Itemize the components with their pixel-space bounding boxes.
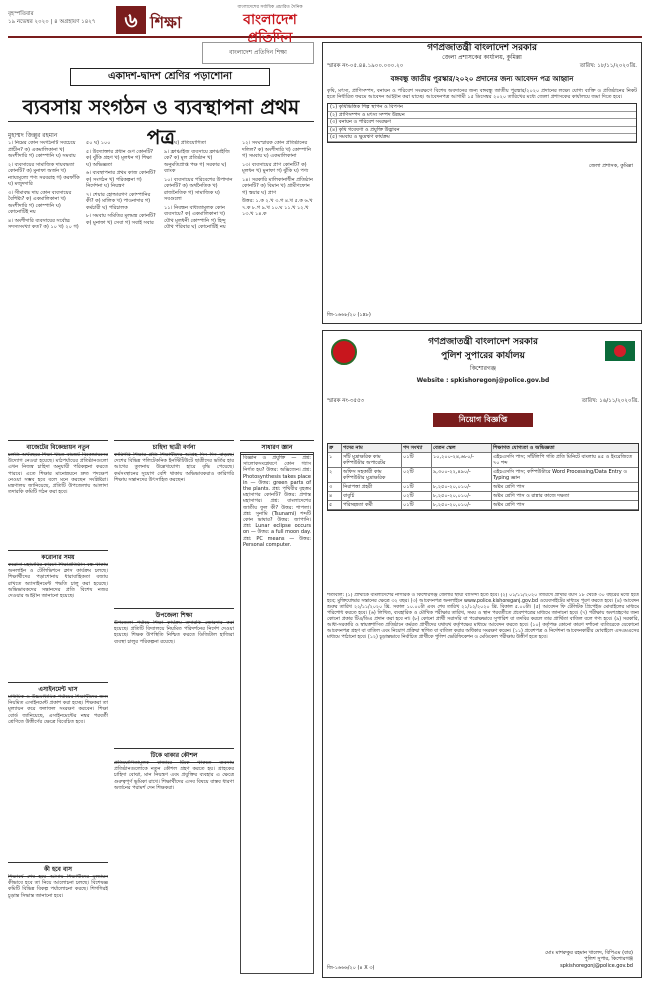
vacancy-cell: ০২টি <box>402 468 432 482</box>
vacancy-cell: নিরাপত্তা প্রহরী <box>342 483 402 491</box>
mcq-item: ২। ব্যবসায়ের সামাজিক দায়বদ্ধতা কোনটি? ক) মুনাফা অর্জন খ) ন্যায্যমূল্যে পণ্য সরবরাহ গ) করফাঁকি ঘ) মজুদদারি <box>8 161 80 187</box>
vacancy-row <box>328 501 638 510</box>
notice1-ref-date: তারিখ: ১৮/১১/২০২০খ্রি. <box>579 63 637 69</box>
vacancy-row <box>328 468 638 483</box>
vacancy-header-cell: পদ সংখ্যা <box>402 444 432 452</box>
notice2-signer-email: spkishoregonj@police.gov.bd <box>560 962 633 969</box>
col2-heading: চাহিদা ছাত্রী বর্ণনা <box>114 440 234 455</box>
col1-heading: বাজেটের বিকেন্দ্রায়ন নতুন <box>8 440 108 455</box>
mcq-item: ১২। সংঘস্মারক কোন প্রতিষ্ঠানের দলিল? ক) অংশীদারি খ) কোম্পানি গ) সমবায় ঘ) একমালিকানা <box>242 140 311 159</box>
col3-text: বিজ্ঞান ও প্রযুক্তি — প্রশ্ন: সালোকসংশ্লেষণে কোন গ্যাস নির্গত হয়? উত্তর: অক্সিজেন। প্রশ্ন: Photosynthesis takes place in — উত্তর: green parts of the plants. প্রশ্ন: পৃথিবীর বৃহত্তম মহাসাগর কোনটি? উত্তর: প্রশান্ত মহাসাগর। প্রশ্ন: বাংলাদেশের জাতীয় ফুল কী? উত্তর: শাপলা। প্রশ্ন: সুনামি (Tsunami) শব্দটি কোন ভাষার? উত্তর: জাপানি। প্রশ্ন: Lunar eclipse occurs on — উত্তর: a full moon day. প্রশ্ন: PC means — উত্তর: Personal computer. <box>240 452 314 974</box>
vacancy-row <box>328 492 638 501</box>
notice2-signer-name: মোঃ মাশরুকুর রহমান খালেদ, বিপিএম (বার) <box>545 949 633 956</box>
mcq-item: ১। নিম্নের কোন সংগঠনটি সবচেয়ে প্রাচীন? ক) একমালিকানা খ) অংশীদারি গ) কোম্পানি ঘ) সমবায় <box>8 140 76 159</box>
vacancy-cell: ৪ <box>328 492 342 500</box>
vacancy-cell: ০১টি <box>402 483 432 491</box>
mcq-item: উত্তর: ১.ক ২.খ ৩.গ ৪.খ ৫.ক ৬.খ ৭.ক ৮.গ ৯.খ ১০.ঘ ১১.খ ১২.খ ১৩.খ ১৪.ক <box>242 198 313 217</box>
bangladesh-flag-icon <box>605 341 635 361</box>
notice1-row: (৪) কৃষি গবেষণা ও প্রযুক্তি উদ্ভাবন <box>328 127 636 135</box>
mcq-item: ৫। উদ্যোক্তার প্রধান গুণ কোনটি? ক) ঝুঁকি গ্রহণ খ) মূলধন গ) শিক্ষা ঘ) অভিজ্ঞতা <box>86 148 154 168</box>
education-section <box>8 42 314 978</box>
logo-tagline: বাংলাদেশের সর্বাধিক প্রচারিত দৈনিক <box>237 5 303 10</box>
award-notice <box>322 42 642 324</box>
mcq-item: ১০। ব্যবসায়ের পরিবেশের উপাদান কোনটি? ক) অর্থনৈতিক খ) রাজনৈতিক গ) সামাজিক ঘ) সবগুলো <box>164 176 233 202</box>
date: ১৯ নভেম্বর ২০২০ | ৪ অগ্রহায়ণ ১৪২৭ <box>8 19 96 25</box>
mcq-item: ৩। সীমাবদ্ধ দায় কোন ব্যবসায়ের বৈশিষ্ট্য? ক) একমালিকানা খ) অংশীদারি গ) কোম্পানি ঘ) কোনোটিই নয় <box>8 189 72 215</box>
recruitment-notice <box>322 330 642 978</box>
mcq-item: ৮। সমবায় সমিতির মূলমন্ত্র কোনটি? ক) মুনাফা খ) সেবা গ) সবাই সবার তরে ঘ) প্রতিযোগিতা <box>86 140 206 226</box>
col2-text-2: উপজেলা পর্যায়ে শিক্ষা কার্যক্রম তদারকি জোরদার করা হয়েছে। প্রতিটি বিদ্যালয়ে নিয়মিত পরিদর্শনের নির্দেশ দেওয়া হয়েছে। শিক্ষক উপস্থিতি নিশ্চিত করতে ডিজিটাল হাজিরা ব্যবস্থা চালুর পরিকল্পনা রয়েছে। <box>114 620 234 645</box>
weekday: বৃহস্পতিবার <box>8 11 34 17</box>
vacancy-header-cell: শিক্ষাগত যোগ্যতা ও অভিজ্ঞতা <box>493 445 555 451</box>
notice2-website[interactable]: Website : spkishoregonj@police.gov.bd <box>416 377 550 384</box>
notice1-row: (১) কৃষিভিত্তিক শিল্প স্থাপন ও বিপণন <box>328 104 636 112</box>
notice2-office: পুলিশ সুপারের কার্যালয় <box>441 351 525 361</box>
notice1-signer: জেলা প্রশাসক, কুমিল্লা <box>588 162 633 169</box>
col1-heading-3: এসাইনমেন্ট খাস <box>8 682 108 697</box>
notice1-body: কৃষি, মৎস্য, প্রাণিসম্পদ, বনায়ন ও পরিবেশ সংরক্ষণে বিশেষ অবদানের জন্য বঙ্গবন্ধু জাতীয় পুরস্কার/২০২০ প্রদানের লক্ষ্যে যোগ্য ব্যক্তি ও প্রতিষ্ঠানের নিকট হতে নির্ধারিত ফরমে আবেদন আহ্বান করা যাচ্ছে। আবেদনপত্র আগামী ১৫ ডিসেম্বর ২০২০ তারিখের মধ্যে জেলা প্রশাসকের কার্যালয়ে জমা দিতে হবে। <box>327 88 637 101</box>
notice2-ref <box>323 397 643 405</box>
notice2-signature <box>545 950 633 970</box>
vacancy-cell: ৩ <box>328 483 342 491</box>
masthead-date-block <box>8 10 95 26</box>
notice1-title: বঙ্গবন্ধু জাতীয় পুরস্কার/২০২০ প্রদানের জন্য আবেদন পত্র আহ্বান <box>390 75 574 83</box>
vacancy-cell: ০২টি <box>402 492 432 500</box>
notice2-terms: শর্তাবলি: (১) প্রার্থীকে বাংলাদেশের নাগরিক ও কিশোরগঞ্জ জেলার স্থায়ী বাসিন্দা হতে হবে। (২) ০১/১১/২০২০ তারিখে প্রার্থীর বয়স ১৮ থেকে ৩০ বছরের মধ্যে হতে হবে; মুক্তিযোদ্ধার সন্তানের ক্ষেত্রে ৩২ বছর। (৩) আবেদনপত্র অনলাইনে www.police.kishoreganj.gov.bd ওয়েবসাইটের মাধ্যমে পূরণ করতে হবে। (৪) আবেদন শুরুর তারিখ ২২/১১/২০২০ খ্রি. সকাল ১০.০০টা এবং শেষ তারিখ ২১/১২/২০২০ খ্রি. বিকাল ৫.০০টা। (৫) আবেদন ফি টেলিটক প্রিপেইড মোবাইলের মাধ্যমে পরিশোধ করতে হবে। (৬) লিখিত, ব্যবহারিক ও মৌখিক পরীক্ষার তারিখ, সময় ও স্থান পরবর্তীতে প্রবেশপত্রের মাধ্যমে জানানো হবে। (৭) পরীক্ষায় অংশগ্রহণের জন্য কোনো প্রকার টিএ/ডিএ প্রদান করা হবে না। (৮) কোনো প্রার্থী সরাসরি বা পরোক্ষভাবে সুপারিশ বা তদবির করলে তার প্রার্থিতা বাতিল বলে গণ্য হবে। (৯) সরকারি, আধা-সরকারি ও স্বায়ত্তশাসিত প্রতিষ্ঠানে কর্মরত প্রার্থীদের যথাযথ কর্তৃপক্ষের মাধ্যমে আবেদন করতে হবে। (১০) কর্তৃপক্ষ কোনো কারণ দর্শানো ব্যতিরেকে যেকোনো আবেদনপত্র গ্রহণ বা বাতিল এবং নিয়োগ প্রক্রিয়া স্থগিত বা বাতিল করার অধিকার সংরক্ষণ করেন। (১১) প্রবেশপত্র ও নির্দেশনা আবেদনকারীর মোবাইলে এসএমএসের মাধ্যমে পাঠানো হবে। (১২) চূড়ান্তভাবে নির্বাচিত প্রার্থীকে পুলিশ ভেরিফিকেশন ও মেডিকেল পরীক্ষায় উত্তীর্ণ হতে হবে। <box>327 593 639 640</box>
vacancy-cell: ০১টি <box>402 501 432 509</box>
col2-heading-3: টিকে থাকার কৌশল <box>114 748 234 763</box>
mcq-item: ৪। অংশীদারি ব্যবসায়ের সর্বোচ্চ সদস্যসংখ্যা কত? ক) ১০ খ) ২০ গ) ৫০ ঘ) ১০০ <box>8 140 111 230</box>
notice1-ref <box>323 62 641 70</box>
vacancy-cell: ২ <box>328 468 342 482</box>
vacancy-cell: এইচএসসি পাস; কম্পিউটারে Word Processing/Data Entry ও Typing জ্ঞান <box>493 469 628 481</box>
govt-emblem-icon <box>331 339 357 365</box>
vacancy-cell: এইচএসসি পাস; সাঁটলিপি গতি প্রতি মিনিটে বাংলায় ৪৫ ও ইংরেজিতে ৭০ শব্দ <box>493 454 633 466</box>
page-number: ৬ <box>116 6 146 34</box>
vacancy-cell: পরিচ্ছন্নতা কর্মী <box>342 501 402 509</box>
vacancy-cell: ৮,২৫০-২০,০১০/- <box>432 501 492 509</box>
notice2-signer-title: পুলিশ সুপার, কিশোরগঞ্জ <box>584 956 633 962</box>
vacancy-cell: অফিস সহকারী কাম কম্পিউটার মুদ্রাক্ষরিক <box>342 468 402 482</box>
small-ad: বাংলাদেশ প্রতিদিন শিক্ষা <box>202 42 314 64</box>
vacancy-cell: অষ্টম শ্রেণি পাস <box>493 502 525 508</box>
article-headline: ব্যবসায় সংগঠন ও ব্যবস্থাপনা প্রথম পত্র <box>8 92 314 122</box>
vacancy-cell: ১ <box>328 453 342 467</box>
vacancy-cell: অষ্টম শ্রেণি পাস <box>493 484 525 490</box>
notice1-row: (৩) বনায়ন ও পরিবেশ সংরক্ষণ <box>328 119 636 127</box>
vacancy-cell: ৫ <box>328 501 342 509</box>
vacancy-cell: বাবুর্চি <box>342 492 402 500</box>
vacancy-cell: ৮,২৫০-২০,০১০/- <box>432 492 492 500</box>
vacancy-cell: অষ্টম শ্রেণি পাস ও রান্নার কাজে দক্ষতা <box>493 493 570 499</box>
notice2-district: কিশোরগঞ্জ <box>470 365 496 372</box>
vacancy-cell: ৮,২৫০-২০,০১০/- <box>432 483 492 491</box>
notice2-header: গণপ্রজাতন্ত্রী বাংলাদেশ সরকার <box>428 337 538 347</box>
masthead <box>8 4 642 46</box>
mcq-item: ৭। শেয়ার হোল্ডারগণ কোম্পানির কী? ক) মালিক খ) পাওনাদার গ) কর্মচারী ঘ) পরিচালক <box>86 191 151 211</box>
vacancy-header-cell: ক্র <box>328 444 342 452</box>
notice1-header: গণপ্রজাতন্ত্রী বাংলাদেশ সরকার <box>427 43 537 53</box>
vacancy-cell: সাঁট মুদ্রাক্ষরিক কাম কম্পিউটার অপারেটর <box>342 453 402 467</box>
vacancy-header-cell: পদের নাম <box>342 444 402 452</box>
vacancy-row <box>328 453 638 468</box>
col2-heading-2: উপজেলা শিক্ষা <box>114 608 234 623</box>
vacancy-table <box>327 443 639 511</box>
vacancy-table-header <box>328 444 638 453</box>
mcq-list <box>8 140 314 430</box>
col3-heading: সাধারণ জ্ঞান <box>240 440 314 455</box>
vacancy-row <box>328 483 638 492</box>
vacancy-cell: ১০,২০০-২৪,৬৮০/- <box>432 453 492 467</box>
mcq-item: ১৪। সরকারি মালিকানাধীন প্রতিষ্ঠান কোনটি? ক) বিমান খ) গ্রামীণফোন গ) স্কয়ার ঘ) প্রাণ <box>242 176 313 196</box>
notice2-title: নিয়োগ বিজ্ঞপ্তি <box>433 413 533 427</box>
mcq-item: ৯। ফ্রাঞ্চাইজ ব্যবসায়ে ফ্রাঞ্চাইজি কে? ক) মূল প্রতিষ্ঠান খ) অনুমতিপ্রাপ্ত পক্ষ গ) সরকার ঘ) ব্যাংক <box>164 148 230 174</box>
col2-text: কারিগরি শিক্ষার প্রতি শিক্ষার্থীদের আগ্রহ দিন দিন বাড়ছে। দেশের বিভিন্ন পলিটেকনিক ইনস্টিটিউটে ছাত্রীদের ভর্তির হার আগের তুলনায় উল্লেখযোগ্য হারে বৃদ্ধি পেয়েছে। কর্মসংস্থানের সুযোগ বেশি থাকায় অভিভাবকরাও কারিগরি শিক্ষায় সন্তানদের উৎসাহিত করছেন। <box>114 452 234 483</box>
notice1-footer-ref: জি-১৬৬৮/২০ (১x৮) <box>327 312 371 318</box>
section-title: শিক্ষা <box>150 13 182 32</box>
article-kicker: একাদশ-দ্বাদশ শ্রেণির পড়াশোনা <box>70 68 270 86</box>
vacancy-cell: ০১টি <box>402 453 432 467</box>
vacancy-cell: ৯,৩০০-২২,৪৯০/- <box>432 468 492 482</box>
newspaper-logo <box>220 4 320 46</box>
article-byline: মুহাম্মদ জিল্লুর রহমান <box>8 132 58 139</box>
col1-heading-4: কী হবে বাস <box>8 862 108 877</box>
notice1-ref-no: স্মারক নং-০৫.৪৪.১৯০০.০০০.২০ <box>327 63 404 69</box>
notice1-row: (৫) সমবায় ও ক্ষুদ্রঋণ কার্যক্রম <box>328 134 636 142</box>
col1-text-3: মাধ্যমিক ও উচ্চমাধ্যমিক পর্যায়ের শিক্ষার্থীদের জন্য নিয়মিত এসাইনমেন্ট প্রকাশ করা হচ্ছে। শিক্ষকরা তা মূল্যায়ন করে ফলাফল সংরক্ষণ করবেন। শিক্ষা বোর্ড জানিয়েছে, এসাইনমেন্টের নম্বর পরবর্তী শ্রেণিতে উত্তীর্ণের ক্ষেত্রে বিবেচিত হবে। <box>8 694 108 725</box>
mcq-item: ৬। ব্যবস্থাপনার প্রথম কাজ কোনটি? ক) সংগঠন খ) পরিকল্পনা গ) নির্দেশনা ঘ) নিয়ন্ত্রণ <box>86 170 156 189</box>
notice1-row: (২) প্রাণিসম্পদ ও মৎস্য সম্পদ উন্নয়ন <box>328 112 636 120</box>
notice1-office: জেলা প্রশাসকের কার্যালয়, কুমিল্লা <box>442 54 522 61</box>
mcq-item: ১৩। ব্যবসায়ের প্রাণ কোনটি? ক) মূলধন খ) মুনাফা গ) ঝুঁকি ঘ) পণ্য <box>242 161 309 174</box>
col1-text-4: শিক্ষাবর্ষ শেষ হয়ে আসায় শিক্ষার্থীদের মূল্যায়ন কীভাবে হবে তা নিয়ে আলোচনা চলছে। বিশেষজ্ঞ কমিটি বিভিন্ন বিকল্প পর্যালোচনা করছে। শিগগিরই চূড়ান্ত সিদ্ধান্ত জানানো হবে। <box>8 874 108 899</box>
col1-heading-2: করোনার সময় <box>8 550 108 565</box>
col2-text-3: প্রতিযোগিতামূলক বাজারে টিকে থাকতে ব্যবসায় প্রতিষ্ঠানগুলোকে নতুন কৌশল গ্রহণ করতে হয়। গ্রাহকের চাহিদা বোঝা, মান নিয়ন্ত্রণ এবং প্রযুক্তির ব্যবহার এ ক্ষেত্রে গুরুত্বপূর্ণ ভূমিকা রাখে। শিক্ষার্থীদের এসব বিষয়ে বাস্তব ধারণা অর্জনের পরামর্শ দেন শিক্ষকরা। <box>114 760 234 791</box>
notice1-category-table <box>327 103 637 143</box>
logo-name: বাংলাদেশ প্রতিদিন <box>243 12 297 46</box>
vacancy-header-cell: বেতন স্কেল <box>432 444 492 452</box>
notice2-ref-no: স্মারক নং-৩৫৫৩ <box>327 398 365 404</box>
notice2-ref-date: তারিখ: ১৬/১১/২০২০খ্রি. <box>581 398 639 404</box>
col1-text-2: করোনা মহামারির কারণে শিক্ষাপ্রতিষ্ঠান বন্ধ থাকায় অনলাইন ও টেলিভিশনে ক্লাস কার্যক্রম চলছে। শিক্ষার্থীদের পড়াশোনায় ধারাবাহিকতা বজায় রাখতে অ্যাসাইনমেন্ট পদ্ধতি চালু করা হয়েছে। অভিভাবকদের সন্তানদের প্রতি বিশেষ নজর দেওয়ার আহ্বান জানানো হয়েছে। <box>8 562 108 600</box>
col1-text: চলতি অর্থবছরে শিক্ষা খাতে বাজেট বিকেন্দ্রায়নের উদ্যোগ নেওয়া হয়েছে। মাঠপর্যায়ের প্রতিষ্ঠানগুলো এখন নিজস্ব চাহিদা অনুযায়ী পরিকল্পনা করতে পারবে। এতে শিক্ষার মানোন্নয়নে দ্রুত পদক্ষেপ নেওয়া সম্ভব হবে বলে মনে করছেন সংশ্লিষ্টরা। মন্ত্রণালয় জানিয়েছে, প্রতিটি উপজেলায় আলাদা তদারকি কমিটি গঠন করা হবে। <box>8 452 108 496</box>
notice2-footer-ref: জি-১৬৬৬/২০ (৪ X ৩) <box>327 965 375 971</box>
mcq-item: ১১। নিবন্ধন বাধ্যতামূলক কোন ব্যবসায়ে? ক) একমালিকানা খ) যৌথ মূলধনী কোম্পানি গ) হিন্দু যৌথ পরিবার ঘ) কোনোটিই নয় <box>164 204 226 230</box>
